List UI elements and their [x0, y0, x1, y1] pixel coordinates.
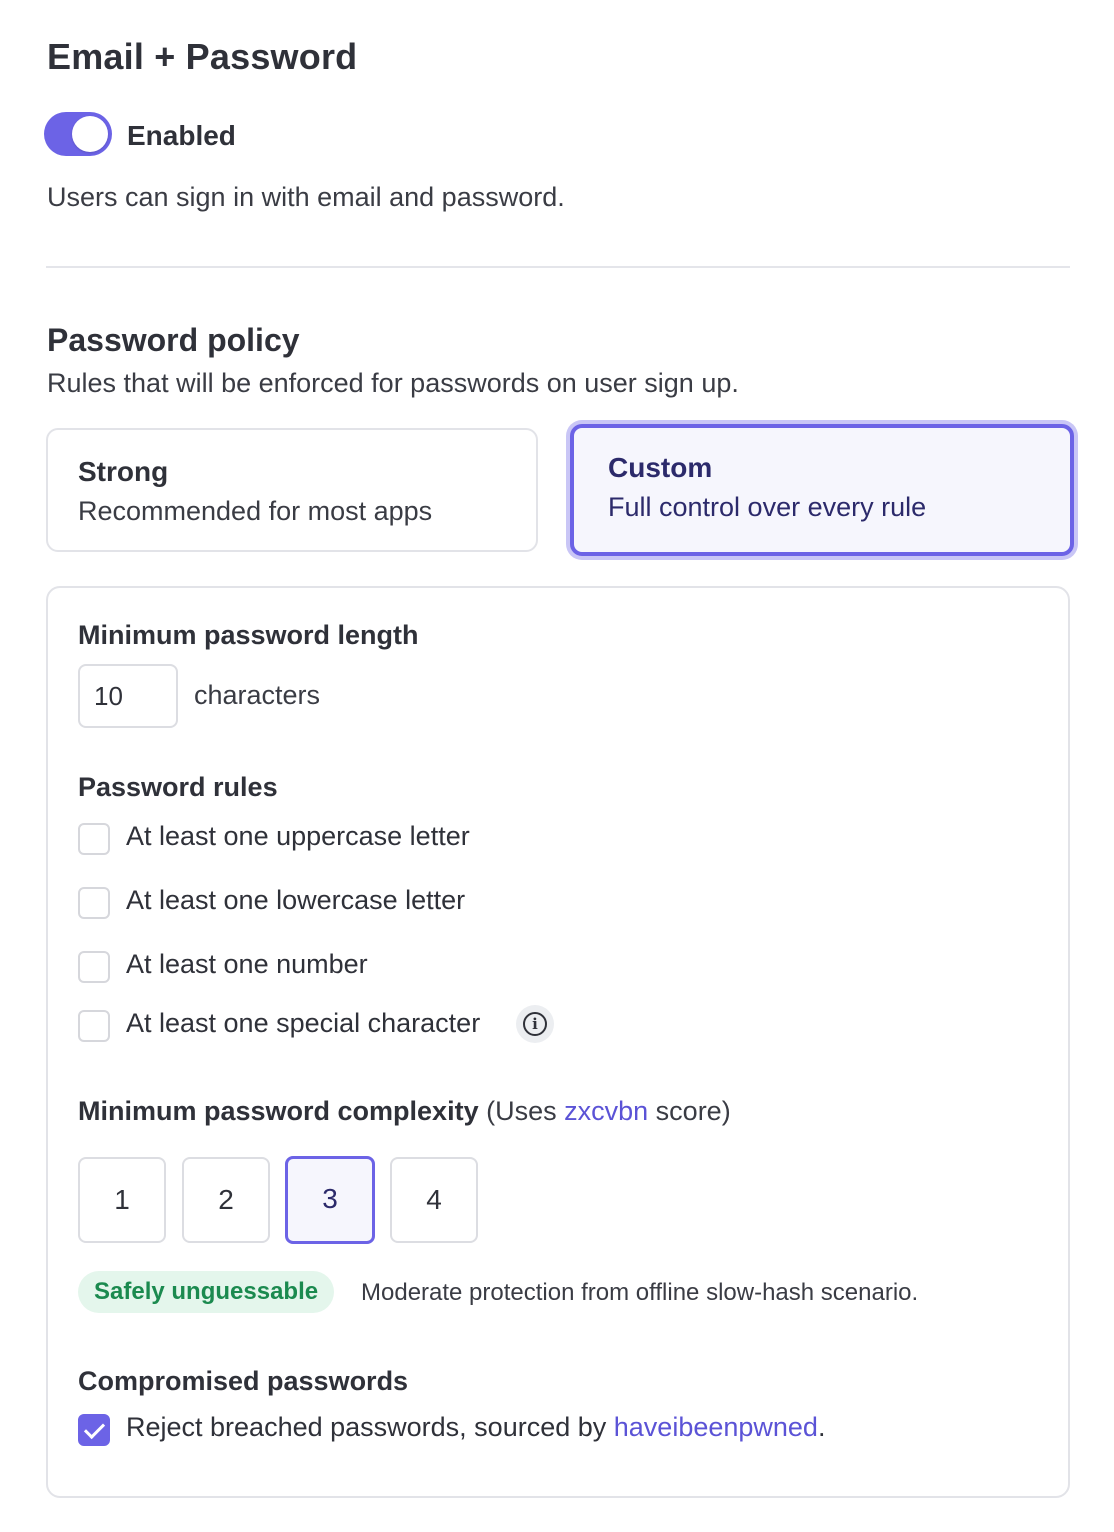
section-subtitle: Rules that will be enforced for passwords on user sign up. [47, 368, 739, 398]
lowercase-checkbox[interactable] [78, 887, 110, 919]
score-option-3[interactable]: 3 [285, 1156, 375, 1244]
policy-option-custom[interactable] [570, 424, 1074, 556]
score-option-2[interactable]: 2 [182, 1157, 270, 1243]
toggle-label: Enabled [127, 120, 236, 151]
custom-rules-panel [46, 586, 1070, 1498]
section-title: Password policy [47, 322, 300, 358]
special-character-checkbox[interactable] [78, 1010, 110, 1042]
uppercase-checkbox[interactable] [78, 823, 110, 855]
rule-label: At least one number [126, 949, 368, 979]
strength-description: Moderate protection from offline slow-hash scenario. [361, 1279, 919, 1306]
policy-option-title: Custom [608, 452, 713, 483]
compromised-passwords-label: Compromised passwords [78, 1366, 409, 1396]
min-length-label: Minimum password length [78, 620, 419, 650]
reject-breached-checkbox[interactable] [78, 1414, 110, 1446]
toggle-description: Users can sign in with email and password. [47, 182, 565, 212]
min-length-input[interactable]: 10 [78, 664, 178, 728]
policy-option-strong[interactable] [46, 428, 538, 552]
policy-option-subtitle: Full control over every rule [608, 492, 927, 522]
reject-breached-label: Reject breached passwords, sourced by haveibeenpwned. [126, 1412, 826, 1442]
min-length-unit: characters [194, 680, 321, 710]
score-option-4[interactable]: 4 [390, 1157, 478, 1243]
rule-label: At least one uppercase letter [126, 821, 470, 851]
rule-label: At least one special character [126, 1008, 481, 1038]
policy-option-title: Strong [78, 456, 169, 487]
toggle-knob [72, 116, 108, 152]
rule-label: At least one lowercase letter [126, 885, 466, 915]
password-rules-label: Password rules [78, 772, 278, 802]
info-icon[interactable]: i [516, 1005, 554, 1043]
score-option-1[interactable]: 1 [78, 1157, 166, 1243]
haveibeenpwned-link[interactable]: haveibeenpwned [613, 1412, 818, 1442]
page-title: Email + Password [47, 36, 358, 77]
strength-badge: Safely unguessable [78, 1271, 334, 1313]
section-divider [46, 266, 1070, 268]
complexity-label: Minimum password complexity (Uses zxcvbn score) [78, 1096, 731, 1126]
zxcvbn-link[interactable]: zxcvbn [564, 1096, 649, 1126]
number-checkbox[interactable] [78, 951, 110, 983]
enabled-toggle[interactable] [44, 112, 112, 156]
policy-option-subtitle: Recommended for most apps [78, 496, 433, 526]
